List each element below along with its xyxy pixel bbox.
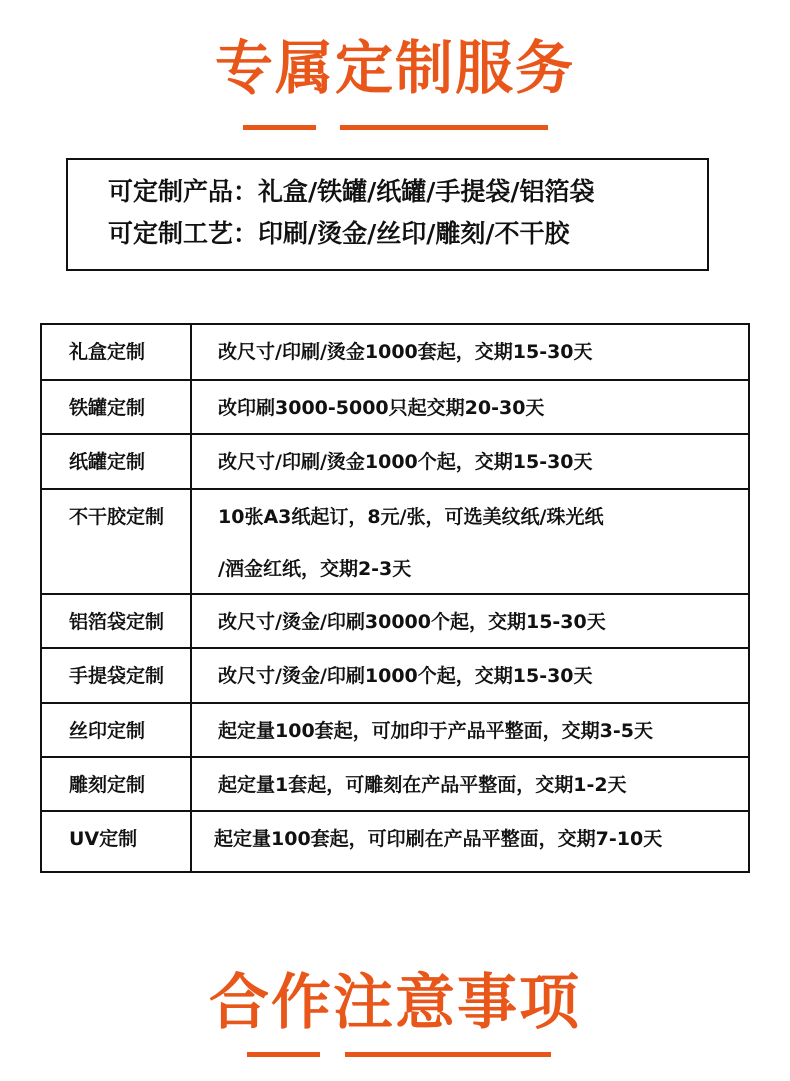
- cooperation-notes-title: 合作注意事项: [209, 968, 581, 1038]
- row-detail: 起定量100套起，可印刷在产品平整面，交期7-10天: [214, 828, 663, 850]
- row-name: 不干胶定制: [69, 506, 165, 528]
- customizable-process-line: 可定制工艺：印刷/烫金/丝印/雕刻/不干胶: [108, 219, 570, 248]
- table-row: [42, 490, 748, 595]
- row-name: 铝箔袋定制: [69, 611, 165, 633]
- row-name-cell: [42, 758, 192, 810]
- row-name: 丝印定制: [69, 720, 146, 742]
- row-name-cell: [42, 325, 192, 379]
- row-name-cell: [42, 435, 192, 488]
- row-name: 雕刻定制: [69, 774, 146, 796]
- table-row: [42, 758, 748, 812]
- title-underline-left: [247, 1052, 320, 1057]
- title-underline-right: [345, 1052, 551, 1057]
- row-name-cell: [42, 490, 192, 593]
- row-detail-line-2: /酒金红纸，交期2-3天: [218, 558, 412, 580]
- table-row: [42, 704, 748, 758]
- row-name-cell: [42, 812, 192, 871]
- table-row: [42, 435, 748, 490]
- table-row: [42, 812, 748, 871]
- row-detail: 改尺寸/烫金/印刷30000个起，交期15-30天: [218, 611, 606, 633]
- title-underline-right: [340, 125, 548, 130]
- table-row: [42, 325, 748, 381]
- row-name: 纸罐定制: [69, 451, 146, 473]
- table-row: [42, 649, 748, 704]
- row-name-cell: [42, 595, 192, 647]
- row-detail: 改印刷3000-5000只起交期20-30天: [218, 397, 545, 419]
- customizable-products-line: 可定制产品：礼盒/铁罐/纸罐/手提袋/铝箔袋: [108, 177, 595, 206]
- customization-info-box: [66, 158, 709, 271]
- table-row: [42, 595, 748, 649]
- title-underline-left: [243, 125, 316, 130]
- row-detail-line-1: 10张A3纸起订，8元/张，可选美纹纸/珠光纸: [218, 506, 604, 528]
- service-title: 专属定制服务: [214, 34, 575, 102]
- row-name: 铁罐定制: [69, 397, 146, 419]
- row-detail: 改尺寸/印刷/烫金1000个起，交期15-30天: [218, 451, 593, 473]
- row-name-cell: [42, 704, 192, 756]
- row-name-cell: [42, 649, 192, 702]
- row-name: 手提袋定制: [69, 665, 165, 687]
- row-name: UV定制: [69, 828, 138, 850]
- table-row: [42, 381, 748, 435]
- row-detail: 起定量100套起，可加印于产品平整面，交期3-5天: [218, 720, 653, 742]
- customization-spec-table: [40, 323, 750, 873]
- row-detail: 起定量1套起，可雕刻在产品平整面，交期1-2天: [218, 774, 627, 796]
- row-detail: 改尺寸/烫金/印刷1000个起，交期15-30天: [218, 665, 593, 687]
- row-name: 礼盒定制: [69, 341, 146, 363]
- row-detail: 改尺寸/印刷/烫金1000套起，交期15-30天: [218, 341, 593, 363]
- row-name-cell: [42, 381, 192, 433]
